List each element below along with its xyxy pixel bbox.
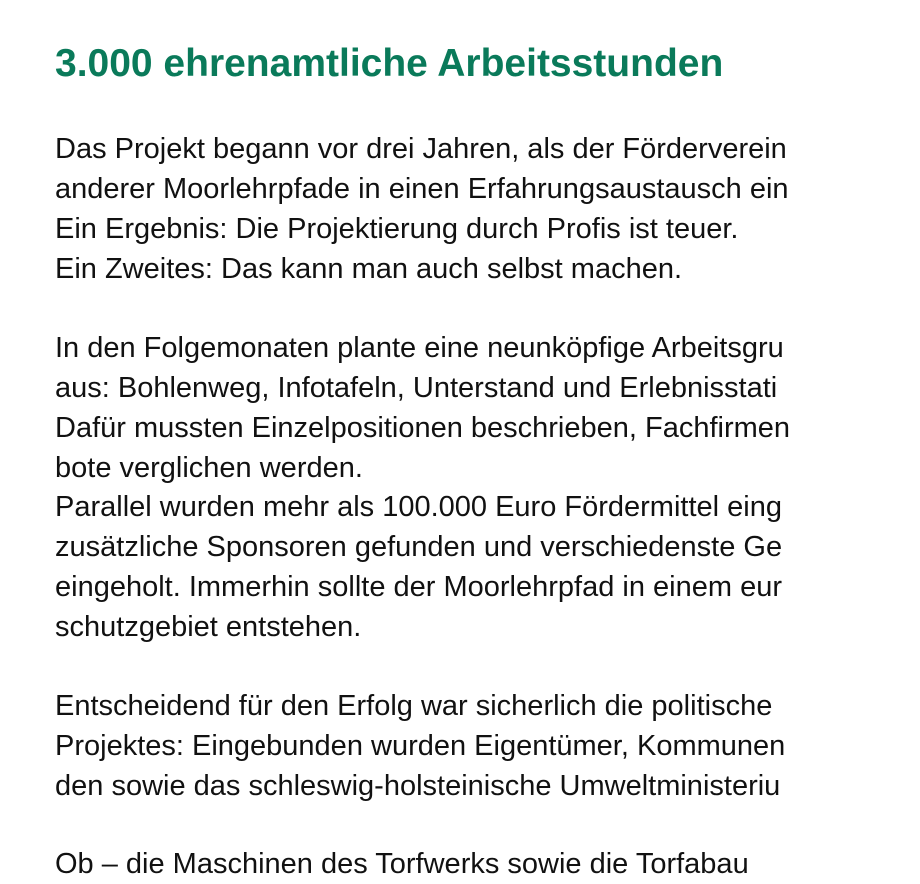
text-line: Entscheidend für den Erfolg war sicherlich die politische — [55, 690, 773, 722]
section-heading: 3.000 ehrenamtliche Arbeitsstunden — [55, 42, 724, 85]
text-line: Ein Zweites: Das kann man auch selbst machen. — [55, 253, 683, 285]
text-line: Dafür mussten Einzelpositionen beschrieben, Fachfirmen — [55, 412, 791, 444]
text-line: bote verglichen werden. — [55, 452, 363, 484]
text-line: den sowie das schleswig-holsteinische Umweltministeriu — [55, 770, 781, 802]
text-line: Ob – die Maschinen des Torfwerks sowie die Torfabau — [55, 848, 749, 880]
text-line: aus: Bohlenweg, Infotafeln, Unterstand und Erlebnisstati — [55, 372, 778, 404]
text-line: Parallel wurden mehr als 100.000 Euro Fördermittel eing — [55, 491, 782, 523]
paragraph-project-start — [55, 129, 789, 289]
text-line: Das Projekt begann vor drei Jahren, als der Förderverein — [55, 133, 787, 165]
text-line: schutzgebiet entstehen. — [55, 611, 362, 643]
text-line: eingeholt. Immerhin sollte der Moorlehrpfad in einem eur — [55, 571, 782, 603]
text-line: zusätzliche Sponsoren gefunden und verschiedenste Ge — [55, 531, 783, 563]
paragraph-funding — [55, 487, 782, 647]
text-line: Ein Ergebnis: Die Projektierung durch Profis ist teuer. — [55, 213, 739, 245]
text-line: anderer Moorlehrpfade in einen Erfahrungsaustausch ein — [55, 173, 789, 205]
text-line: In den Folgemonaten plante eine neunköpfige Arbeitsgru — [55, 332, 784, 364]
paragraph-cut-off — [55, 844, 749, 884]
text-line: Projektes: Eingebunden wurden Eigentümer, Kommunen — [55, 730, 786, 762]
paragraph-planning — [55, 328, 790, 488]
paragraph-politics — [55, 686, 785, 806]
